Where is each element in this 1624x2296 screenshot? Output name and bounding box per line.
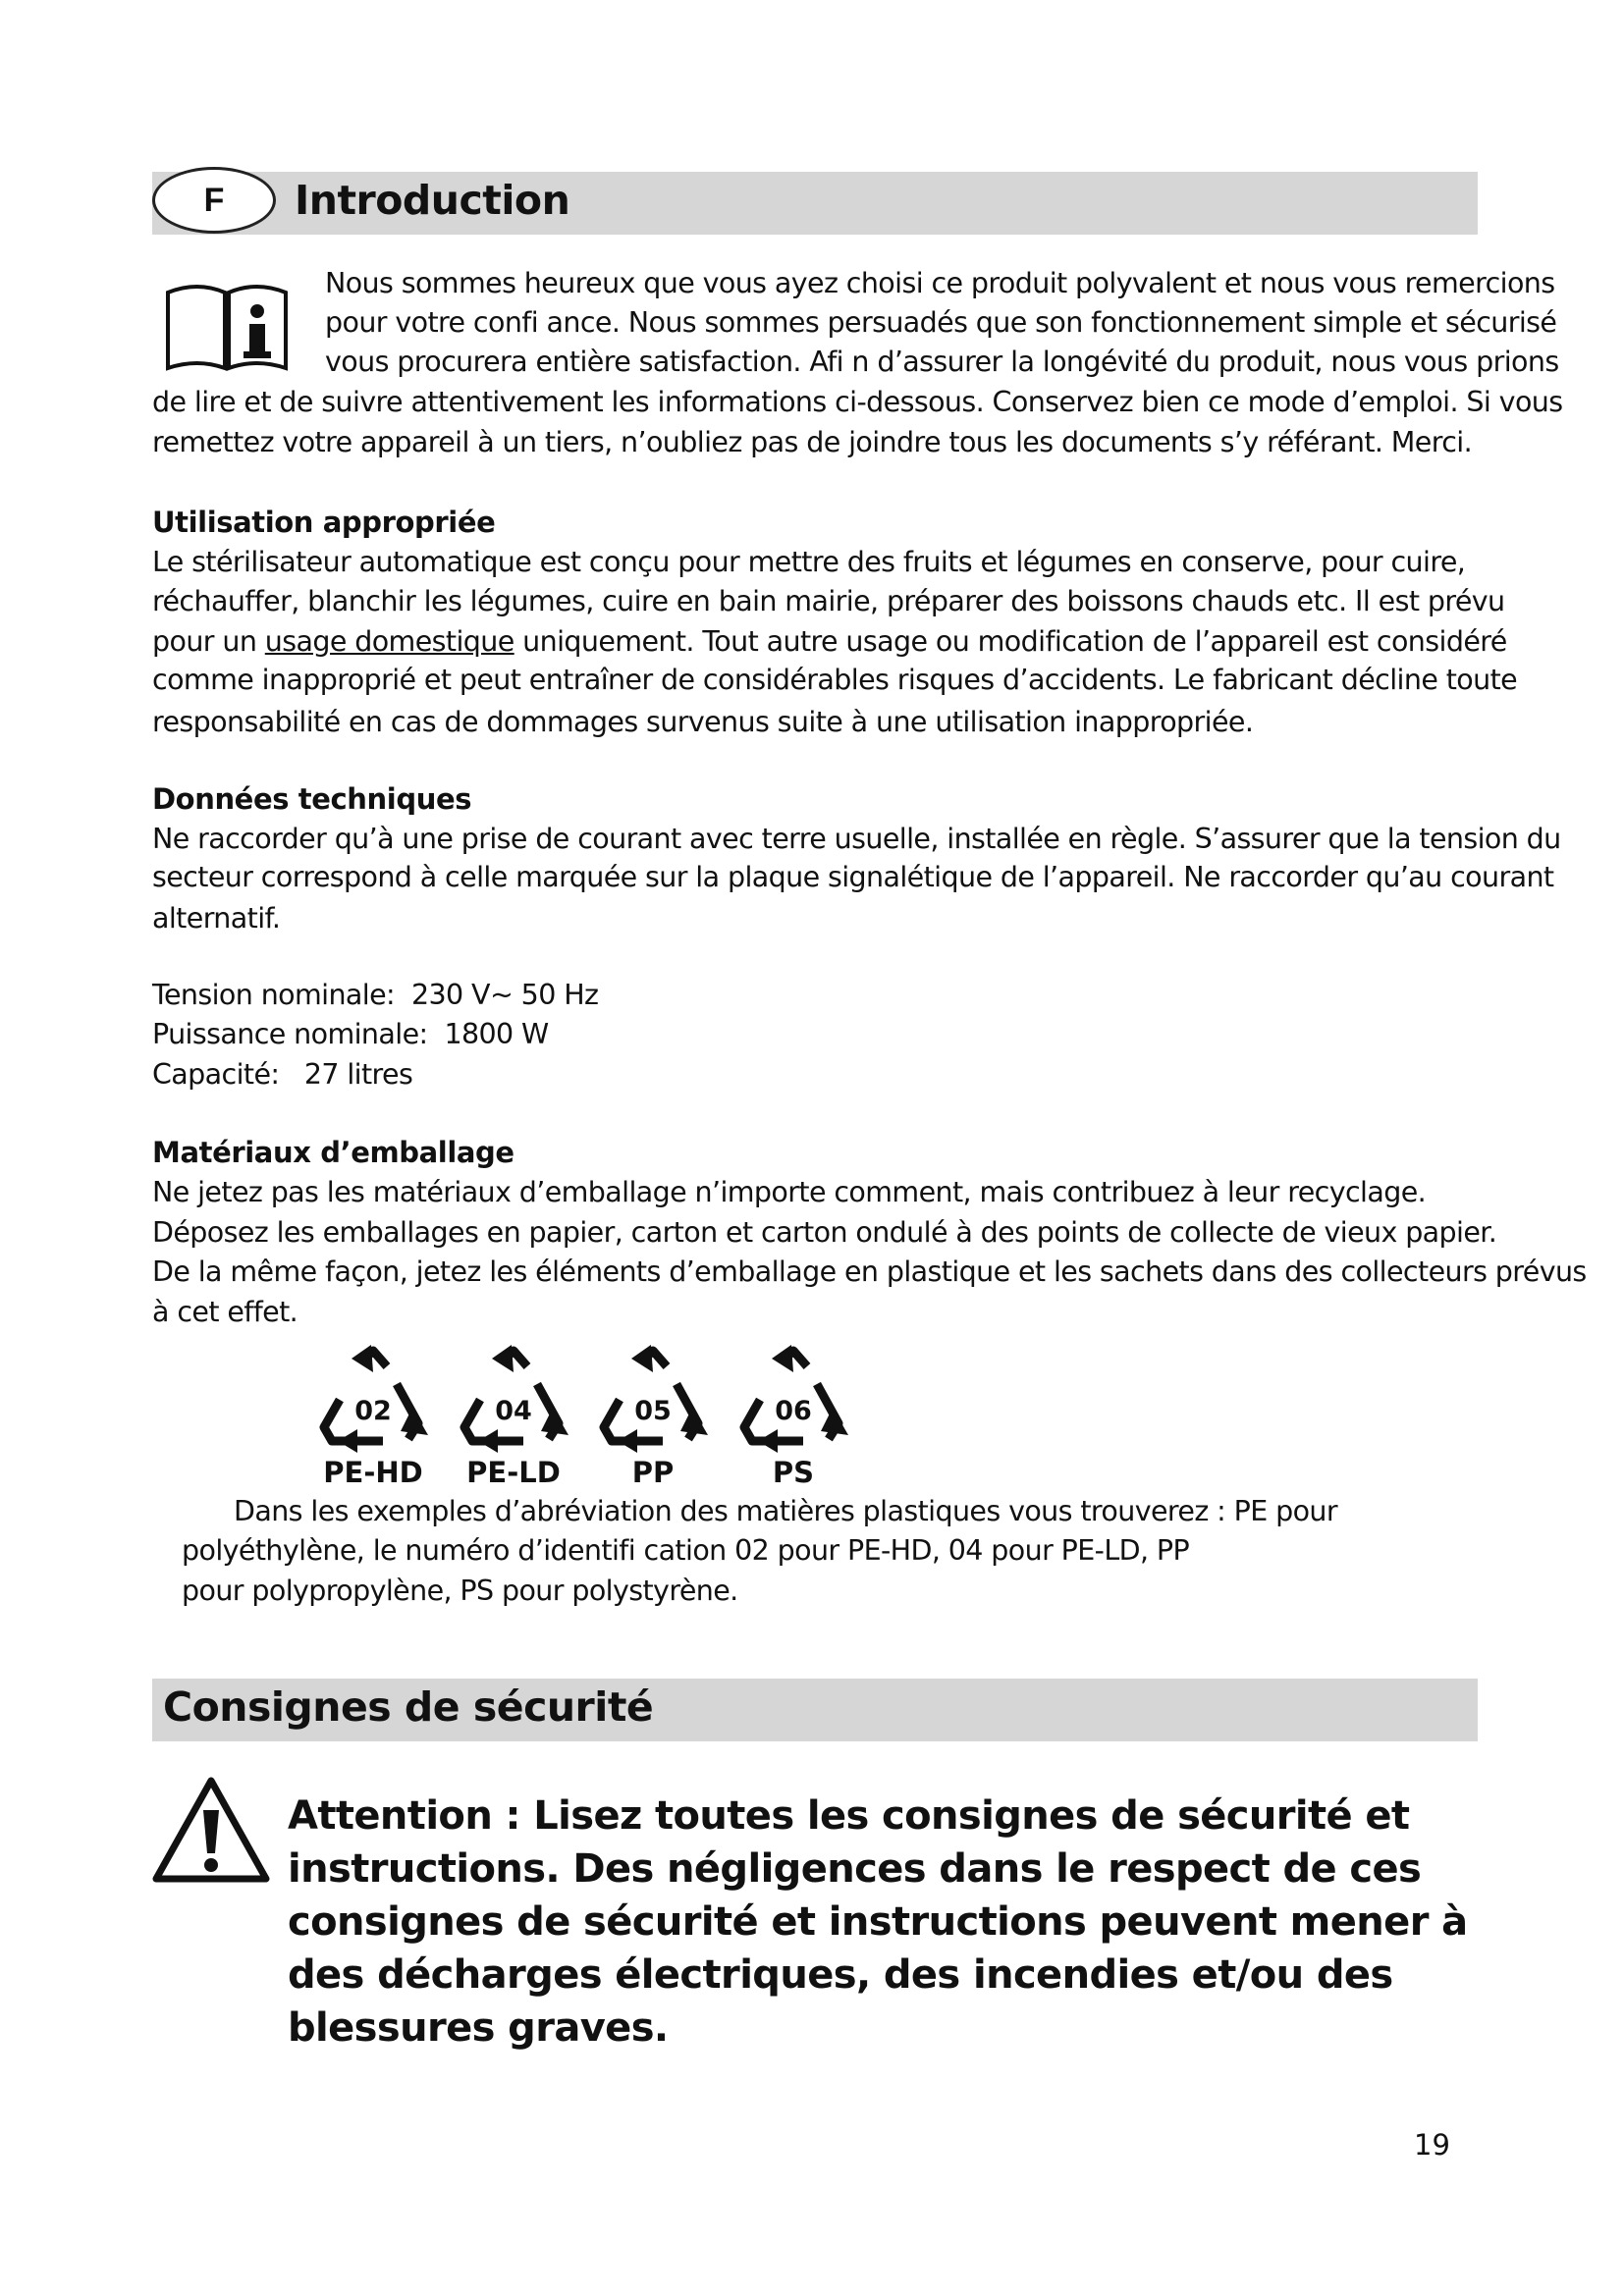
usage-domestic-underlined: usage domestique xyxy=(264,625,514,658)
usage-line-4: comme inapproprié et peut entraîner de considérables risques d’accidents. Le fabricant décline toute xyxy=(152,664,1518,696)
recycle-symbol-ps xyxy=(734,1345,852,1492)
tech-line-2: secteur correspond à celle marquée sur la plaque signalétique de l’appareil. Ne raccorder qu’au courant xyxy=(152,861,1554,893)
warning-triangle-icon xyxy=(152,1777,270,1883)
spec-row: Tension nominale: 230 V~ 50 Hz xyxy=(152,979,599,1011)
usage-line-1: Le stérilisateur automatique est conçu pour mettre des fruits et légumes en conserve, pour cuire, xyxy=(152,546,1466,578)
intro-title: Introduction xyxy=(295,177,570,224)
packaging-line-4: à cet effet. xyxy=(152,1296,298,1328)
plastics-note-line-1: Dans les exemples d’abréviation des matières plastiques vous trouverez : PE pour xyxy=(234,1495,1337,1527)
spec-row: Capacité: 27 litres xyxy=(152,1058,413,1091)
recycle-label: PE-HD xyxy=(323,1456,423,1489)
recycle-code: 06 xyxy=(775,1396,812,1426)
packaging-heading: Matériaux d’emballage xyxy=(152,1136,514,1169)
info-manual-icon xyxy=(163,275,291,373)
recycle-label: PS xyxy=(772,1456,815,1489)
spec-row: Puissance nominale: 1800 W xyxy=(152,1018,549,1050)
tech-line-3: alternatif. xyxy=(152,902,281,934)
plastics-note-line-2: polyéthylène, le numéro d’identifi cation 02 pour PE-HD, 04 pour PE-LD, PP xyxy=(182,1534,1190,1567)
recycle-symbol-pe-hd xyxy=(314,1345,432,1492)
packaging-line-2: Déposez les emballages en papier, carton et carton ondulé à des points de collecte de vieux papier. xyxy=(152,1216,1497,1249)
recycle-code: 02 xyxy=(354,1396,392,1426)
recycle-symbol-pe-ld xyxy=(455,1345,572,1492)
intro-text-line-1: Nous sommes heureux que vous ayez choisi ce produit polyvalent et nous vous remercions xyxy=(325,267,1555,299)
recycle-label: PE-LD xyxy=(466,1456,561,1489)
usage-line-5: responsabilité en cas de dommages survenus suite à une utilisation inappropriée. xyxy=(152,706,1254,738)
intro-text-line-3: vous procurera entière satisfaction. Afi n d’assurer la longévité du produit, nous vous prions xyxy=(325,346,1559,378)
usage-line-2: réchauffer, blanchir les légumes, cuire en bain mairie, préparer des boissons chauds etc. Il est prévu xyxy=(152,585,1505,617)
intro-text-line-5: remettez votre appareil à un tiers, n’oubliez pas de joindre tous les documents s’y référant. Merci. xyxy=(152,426,1473,458)
recycle-code: 05 xyxy=(634,1396,672,1426)
packaging-line-1: Ne jetez pas les matériaux d’emballage n’importe comment, mais contribuez à leur recyclage. xyxy=(152,1176,1427,1208)
page-number: 19 xyxy=(1414,2128,1450,2162)
safety-warning-text: Attention : Lisez toutes les consignes de sécurité et instructions. Des négligences dans le respect de ces consignes de sécurité et instructions peuvent mener à des décharges électriques, des incendies et/ou des blessures graves. xyxy=(288,1793,1468,2051)
tech-line-1: Ne raccorder qu’à une prise de courant avec terre usuelle, installée en règle. S’assurer que la tension du xyxy=(152,823,1561,855)
recycle-code: 04 xyxy=(495,1396,532,1426)
usage-line-3: pour un usage domestique uniquement. Tout autre usage ou modification de l’appareil est considéré xyxy=(152,625,1507,658)
plastics-note-line-3: pour polypropylène, PS pour polystyrène. xyxy=(182,1575,738,1607)
safety-title: Consignes de sécurité xyxy=(163,1683,654,1731)
recycle-label: PP xyxy=(631,1456,675,1489)
intro-text-line-2: pour votre confi ance. Nous sommes persuadés que son fonctionnement simple et sécurisé xyxy=(325,306,1557,339)
packaging-line-3: De la même façon, jetez les éléments d’emballage en plastique et les sachets dans des collecteurs prévus xyxy=(152,1255,1587,1288)
language-badge: F xyxy=(152,167,276,234)
tech-heading: Données techniques xyxy=(152,782,472,816)
usage-heading: Utilisation appropriée xyxy=(152,506,496,539)
intro-text-line-4: de lire et de suivre attentivement les informations ci-dessous. Conservez bien ce mode d’emploi. Si vous xyxy=(152,386,1563,418)
recycle-symbol-pp xyxy=(594,1345,712,1492)
